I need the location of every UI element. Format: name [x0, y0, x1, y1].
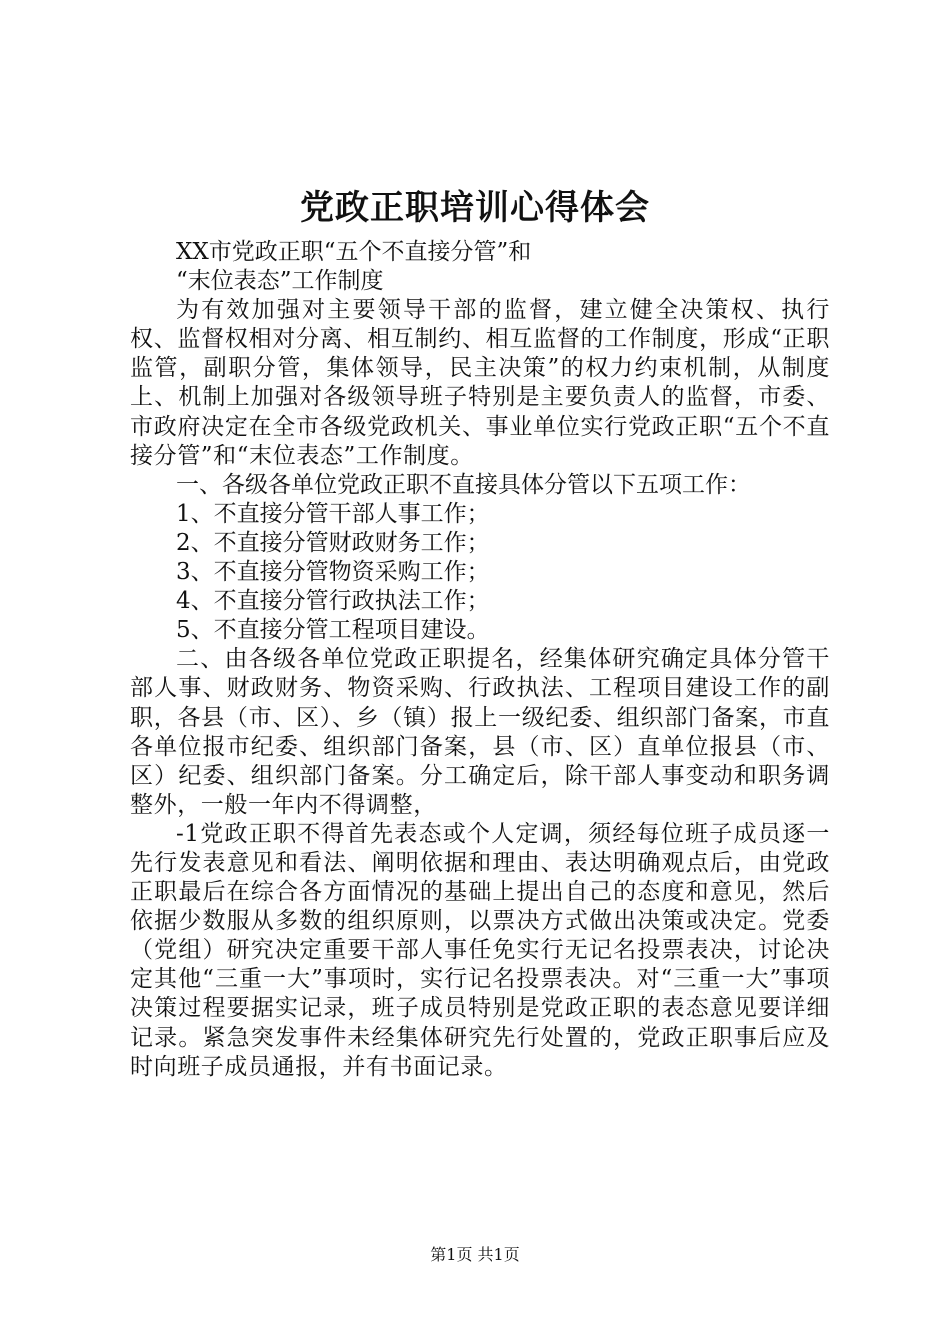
list-item: 3、不直接分管物资采购工作；	[176, 559, 490, 586]
subtitle-line-1: XX市党政正职“五个不直接分管”和	[176, 239, 532, 265]
list-item: 5、不直接分管工程项目建设。	[176, 617, 490, 644]
document-body	[130, 238, 830, 1082]
list-item: 1、不直接分管干部人事工作；	[176, 500, 490, 527]
subtitle-line-2: “末位表态”工作制度	[176, 268, 384, 295]
list-item: 2、不直接分管财政财务工作；	[176, 529, 490, 556]
intro-paragraph: 为有效加强对主要领导干部的监督，建立健全决策权、执行权、监督权相对分离、相互制约、相互监督的工作制度，形成“正职监管，副职分管，集体领导，民主决策”的权力约束机制，从制度上、机制上加强对各级领导班子特别是主要负责人的监督，市委、市政府决定在全市各级党政机关、事业单位实行党政正职“五个不直接分管”和“末位表态”工作制度。	[130, 297, 830, 469]
list-item: 4、不直接分管行政执法工作；	[176, 588, 490, 615]
document-title: 党政正职培训心得体会	[300, 188, 650, 228]
last-paragraph: -1党政正职不得首先表态或个人定调，须经每位班子成员逐一先行发表意见和看法、阐明依据和理由、表达明确观点后，由党政正职最后在综合各方面情况的基础上提出自己的态度和意见，然后依据少数服从多数的组织原则，以票决方式做出决策或决定。党委（党组）研究决定重要干部人事任免实行无记名投票表决，讨论决定其他“三重一大”事项时，实行记名投票表决。对“三重一大”事项决策过程要据实记录，班子成员特别是党政正职的表态意见要详细记录。紧急突发事件未经集体研究先行处置的，党政正职事后应及时向班子成员通报，并有书面记录。	[130, 820, 830, 1080]
section-2-paragraph: 二、由各级各单位党政正职提名，经集体研究确定具体分管干部人事、财政财务、物资采购、行政执法、工程项目建设工作的副职，各县（市、区）、乡（镇）报上一级纪委、组织部门备案，市直各单位报市纪委、组织部门备案，县（市、区）直单位报县（市、区）纪委、组织部门备案。分工确定后，除干部人事变动和职务调整外，一般一年内不得调整，	[130, 646, 830, 818]
section-1-heading: 一、各级各单位党政正职不直接具体分管以下五项工作：	[176, 471, 751, 498]
page-footer: 第1页 共1页	[430, 1245, 520, 1264]
